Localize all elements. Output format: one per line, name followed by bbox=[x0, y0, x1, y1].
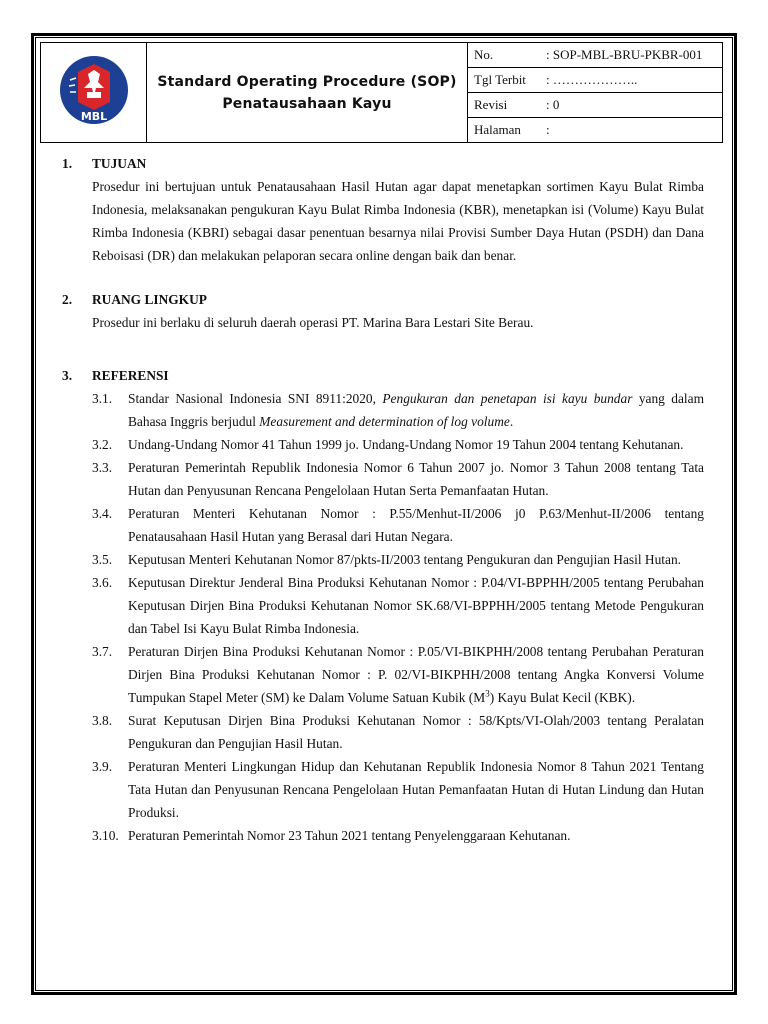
logo-text: MBL bbox=[80, 110, 107, 123]
reference-number: 3.8. bbox=[92, 713, 113, 728]
document-header bbox=[40, 42, 723, 143]
reference-item bbox=[92, 387, 704, 433]
reference-item bbox=[92, 456, 704, 502]
reference-item bbox=[92, 548, 704, 571]
reference-text: Surat Keputusan Dirjen Bina Produksi Kehutanan Nomor : 58/Kpts/VI-Olah/2003 tentang Peralatan Pengukuran dan Pengujian Hasil Hutan. bbox=[128, 713, 704, 751]
section-referensi bbox=[62, 364, 704, 847]
reference-item bbox=[92, 709, 704, 755]
section-title: RUANG LINGKUP bbox=[92, 292, 207, 307]
reference-text: Peraturan Pemerintah Republik Indonesia Nomor 6 Tahun 2007 jo. Nomor 3 Tahun 2008 tentang Tata Hutan dan Penyusunan Rencana Pengelolaan Hutan Serta Pemanfaatan Hutan. bbox=[128, 460, 704, 498]
reference-item bbox=[92, 640, 704, 709]
meta-value: : SOP-MBL-BRU-PKBR-001 bbox=[546, 47, 703, 62]
reference-text: yang dalam Bahasa Inggris berjudul bbox=[128, 391, 704, 429]
meta-label: Tgl Terbit bbox=[474, 72, 526, 87]
meta-value: : ……………….. bbox=[546, 72, 638, 87]
reference-text: Peraturan Pemerintah Nomor 23 Tahun 2021 tentang Penyelenggaraan Kehutanan. bbox=[128, 828, 571, 843]
reference-text: ) Kayu Bulat Kecil (KBK). bbox=[489, 690, 636, 705]
reference-title-italic: Pengukuran dan penetapan isi kayu bundar bbox=[382, 391, 633, 406]
superscript: 3 bbox=[485, 688, 490, 699]
meta-value: : bbox=[546, 122, 550, 137]
reference-number: 3.10. bbox=[92, 828, 119, 843]
reference-title-italic: Measurement and determination of log volume bbox=[259, 414, 510, 429]
document-title bbox=[147, 43, 468, 143]
reference-item bbox=[92, 433, 704, 456]
reference-text: Undang-Undang Nomor 41 Tahun 1999 jo. Undang-Undang Nomor 19 Tahun 2004 tentang Kehutanan. bbox=[128, 437, 684, 452]
section-body: Prosedur ini berlaku di seluruh daerah operasi PT. Marina Bara Lestari Site Berau. bbox=[92, 315, 534, 330]
meta-label: Revisi bbox=[474, 97, 508, 112]
reference-number: 3.9. bbox=[92, 759, 113, 774]
logo-cell bbox=[41, 43, 147, 143]
meta-row-halaman bbox=[468, 118, 723, 143]
reference-item bbox=[92, 571, 704, 640]
reference-number: 3.2. bbox=[92, 437, 113, 452]
section-number: 1. bbox=[62, 156, 73, 171]
section-title: TUJUAN bbox=[92, 156, 147, 171]
reference-text: . bbox=[509, 414, 514, 429]
reference-number: 3.3. bbox=[92, 460, 113, 475]
meta-row-tgl-terbit bbox=[468, 68, 723, 93]
reference-number: 3.4. bbox=[92, 506, 113, 521]
section-number: 3. bbox=[62, 368, 73, 383]
reference-text: Peraturan Menteri Lingkungan Hidup dan Kehutanan Republik Indonesia Nomor 8 Tahun 2021 Tentang Tata Hutan dan Penyusunan Rencana Pengelolaan Hutan Pemanfaatan Hutan di Hutan Lindung dan Hutan Produksi. bbox=[128, 759, 704, 820]
section-ruang-lingkup bbox=[62, 288, 704, 334]
reference-number: 3.7. bbox=[92, 644, 113, 659]
meta-row-revisi bbox=[468, 93, 723, 118]
meta-label: Halaman bbox=[474, 122, 521, 137]
section-number: 2. bbox=[62, 292, 73, 307]
section-title: REFERENSI bbox=[92, 368, 169, 383]
reference-number: 3.6. bbox=[92, 575, 113, 590]
section-body: Prosedur ini bertujuan untuk Penatausahaan Hasil Hutan agar dapat menetapkan sortimen Kayu Bulat Rimba Indonesia, melaksanakan pengukuran Kayu Bulat Rimba Indonesia (KBR), menetapkan isi (Volume) Kayu Bulat Rimba Indonesia (KBRI) sebagai dasar penentuan besarnya nilai Provisi Sumber Daya Hutan (PSDH) dan Dana Reboisasi (DR) dan melakukan pelaporan secara online dengan baik dan benar. bbox=[92, 179, 704, 263]
reference-text: Keputusan Menteri Kehutanan Nomor 87/pkts-II/2003 tentang Pengukuran dan Pengujian Hasil Hutan. bbox=[128, 552, 681, 567]
section-tujuan bbox=[62, 152, 704, 267]
reference-list bbox=[92, 387, 704, 847]
reference-item bbox=[92, 502, 704, 548]
title-line-1: Standard Operating Procedure (SOP) bbox=[157, 73, 457, 90]
reference-text: Peraturan Dirjen Bina Produksi Kehutanan Nomor : P.05/VI-BIKPHH/2008 tentang Perubahan Peraturan Dirjen Bina Produksi Kehutanan Nomor : P. 02/VI-BIKPHH/2008 tentang Angka Konversi Volume Tumpukan Stapel Meter (SM) ke Dalam Volume Satuan Kubik (M bbox=[128, 644, 704, 705]
document-body bbox=[62, 152, 704, 847]
reference-item bbox=[92, 824, 704, 847]
reference-number: 3.5. bbox=[92, 552, 113, 567]
meta-value: : 0 bbox=[546, 97, 560, 112]
meta-row-no bbox=[468, 43, 723, 68]
title-line-2: Penatausahaan Kayu bbox=[222, 95, 392, 112]
mbl-logo-icon bbox=[58, 54, 130, 126]
reference-text: Peraturan Menteri Kehutanan Nomor : P.55/Menhut-II/2006 j0 P.63/Menhut-II/2006 tentang Penatausahaan Hasil Hutan yang Berasal dari Hutan Negara. bbox=[128, 506, 704, 544]
reference-text: Standar Nasional Indonesia SNI 8911:2020, bbox=[128, 391, 383, 406]
reference-number: 3.1. bbox=[92, 391, 113, 406]
meta-label: No. bbox=[474, 47, 494, 62]
reference-item bbox=[92, 755, 704, 824]
reference-text: Keputusan Direktur Jenderal Bina Produksi Kehutanan Nomor : P.04/VI-BPPHH/2005 tentang Perubahan Keputusan Dirjen Bina Produksi Kehutanan Nomor SK.68/VI-BPPHH/2005 tentang Metode Pengukuran dan Tabel Isi Kayu Bulat Rimba Indonesia. bbox=[128, 575, 704, 636]
